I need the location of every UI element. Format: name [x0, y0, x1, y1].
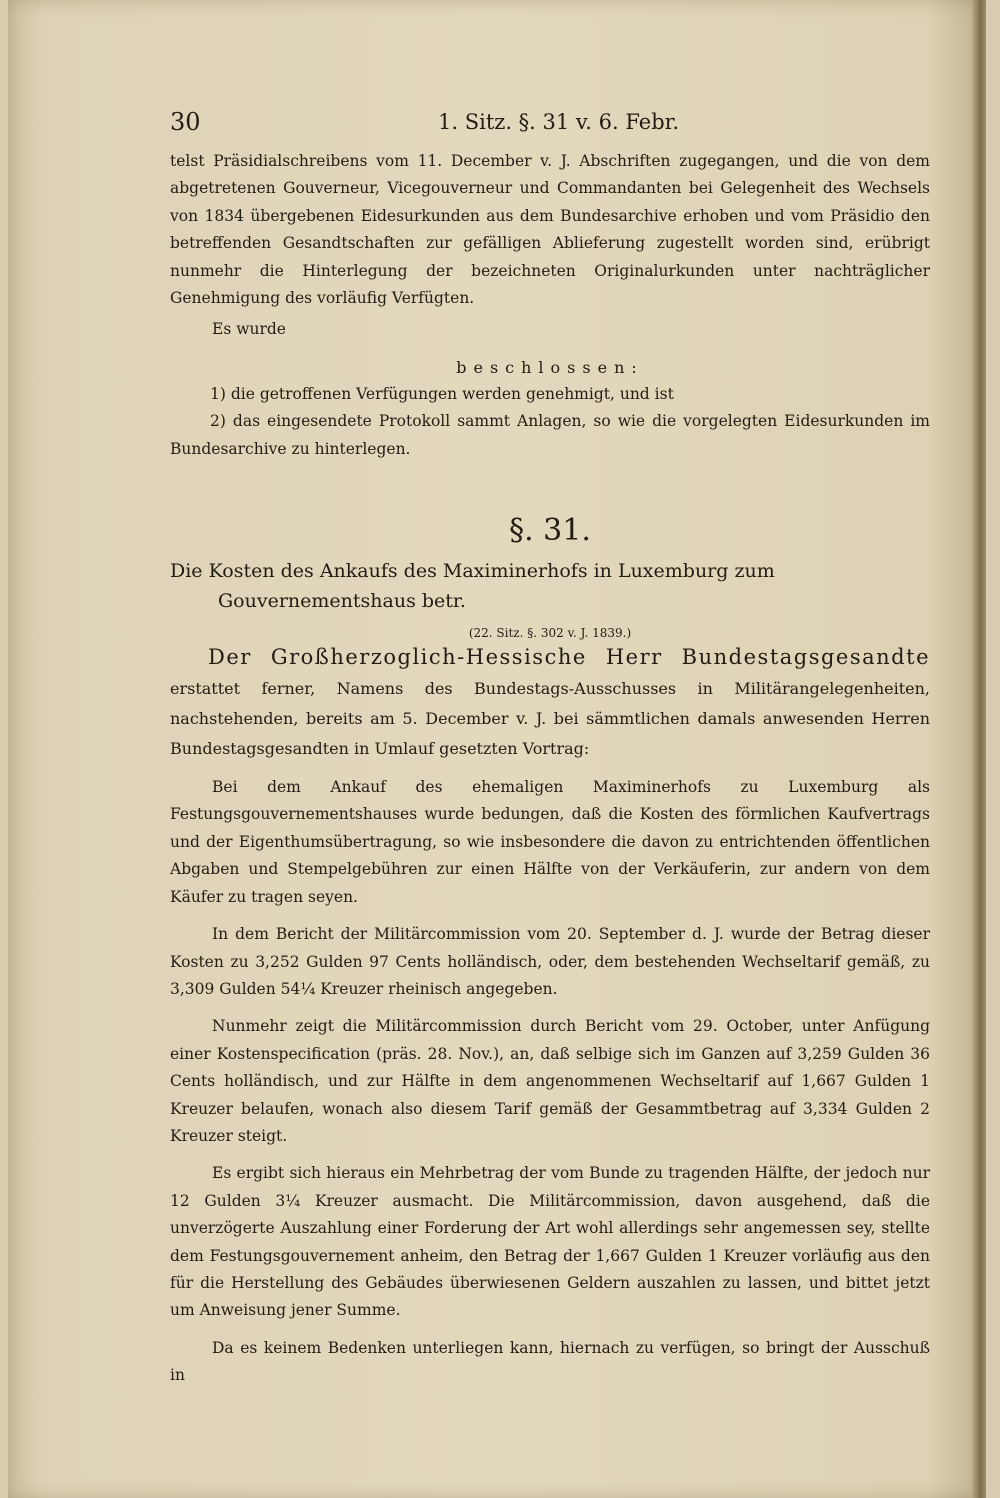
- body-paragraph-5: Da es keinem Bedenken unterliegen kann, hiernach zu verfügen, so bringt der Ausschuß in: [170, 1338, 930, 1385]
- intro-paragraph: telst Präsidialschreibens vom 11. December v. J. Abschriften zugegangen, und die von dem abgetretenen Gouverneur, Vicegouverneur und Commandanten bei Gelegenheit des Wechsels von 1834 übergebenen Eidesurkunden aus dem Bundesarchive erhoben und vom Präsidio den betreffenden Gesandtschaften zur gefälligen Ablieferung zugestellt worden sind, erübrigt nunmehr die Hinterlegung der bezeichneten Originalurkunden unter nachträglicher Genehmigung des vorläufig Verfügten.: [170, 152, 930, 308]
- book-page: [8, 0, 986, 1498]
- page-number: 30: [170, 108, 201, 136]
- resolution-item-2: 2) das eingesendete Protokoll sammt Anlagen, so wie die vorgelegten Eidesurkunden im Bundesarchive zu hinterlegen.: [170, 412, 930, 458]
- section-title: Die Kosten des Ankaufs des Maximinerhofs in Luxemburg zum Gouvernementshaus betr.: [170, 560, 775, 613]
- lead-text: erstattet ferner, Namens des Bundestags-Ausschusses in Militärangelegenheiten, nachstehenden, bereits am 5. December v. J. bei sämmtlichen damals anwesenden Herren Bundestagsgesandten in Umlauf gesetzten Vortrag:: [170, 679, 930, 759]
- body-paragraph-2: In dem Bericht der Militärcommission vom 20. September d. J. wurde der Betrag dieser Kosten zu 3,252 Gulden 97 Cents holländisch, oder, dem bestehenden Wechseltarif gemäß, zu 3,309 Gulden 54¼ Kreuzer rheinisch angegeben.: [170, 925, 930, 998]
- lead-paragraph: [170, 642, 930, 764]
- body-paragraph-3: Nunmehr zeigt die Militärcommission durch Bericht vom 29. October, unter Anfügung einer Kostenspecification (präs. 28. Nov.), an, daß selbige sich im Ganzen auf 3,259 Gulden 36 Cents holländisch, und zur Hälfte in dem angenommenen Wechseltarif auf 1,667 Gulden 1 Kreuzer belaufen, wonach also diesem Tarif gemäß der Gesammtbetrag auf 3,334 Gulden 2 Kreuzer steigt.: [170, 1017, 930, 1145]
- section-number: §. 31.: [509, 513, 591, 549]
- page-header: [170, 108, 930, 148]
- section-reference: (22. Sitz. §. 302 v. J. 1839.): [468, 626, 632, 641]
- running-head: 1. Sitz. §. 31 v. 6. Febr.: [438, 110, 680, 134]
- body-paragraph-4: Es ergibt sich hieraus ein Mehrbetrag der vom Bunde zu tragenden Hälfte, der jedoch nur 12 Gulden 3¼ Kreuzer ausmacht. Die Militärcommission, davon ausgehend, daß die unverzögerte Auszahlung einer Forderung der Art wohl allerdings sehr angemessen sey, stellte dem Festungsgouvernement anheim, den Betrag der 1,667 Gulden 1 Kreuzer vorläufig aus den für die Herstellung des Gebäudes überwiesenen Geldern auszahlen zu lassen, und bittet jetzt um Anweisung jener Summe.: [170, 1164, 930, 1320]
- resolution-item-1: 1) die getroffenen Verfügungen werden genehmigt, und ist: [210, 384, 674, 403]
- beschlossen-heading: beschlossen:: [456, 357, 644, 377]
- page-text-block: [170, 108, 930, 1390]
- lead-speaker: Der Großherzoglich-Hessische Herr Bundestagsgesandte: [208, 645, 930, 670]
- book-spine-edge: [972, 0, 986, 1498]
- es-wurde-line: Es wurde: [212, 320, 286, 339]
- body-paragraph-1: Bei dem Ankauf des ehemaligen Maximinerhofs zu Luxemburg als Festungsgouvernementshauses wurde bedungen, daß die Kosten des förmlichen Kaufvertrags und der Eigenthumsübertragung, so wie insbesondere die davon zu entrichtenden öffentlichen Abgaben und Stempelgebühren zur einen Hälfte von der Verkäuferin, zur andern von dem Käufer zu tragen seyen.: [170, 778, 930, 906]
